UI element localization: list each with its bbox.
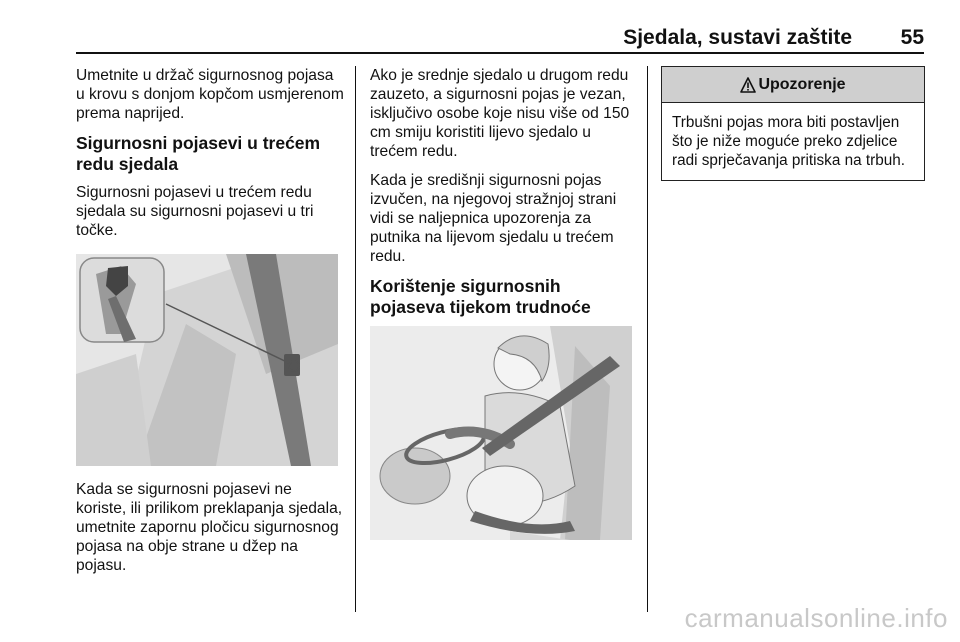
section-title: Sjedala, sustavi zaštite: [623, 26, 852, 49]
warning-header: [662, 67, 924, 103]
column-left: [76, 66, 344, 585]
page-header: [76, 26, 924, 54]
intro-paragraph: Umetnite u držač sigurnosnog pojasa u krovu s donjom kopčom usmjerenom prema naprijed.: [76, 67, 344, 122]
warning-box: [661, 66, 925, 181]
stowing-paragraph: Kada se sigurnosni pojasevi ne koriste, ili prilikom preklapanja sjedala, umetnite zapornu pločicu sigurnosnog pojasa na obje strane u džep na pojasu.: [76, 481, 343, 574]
pregnancy-seatbelt-illustration: [370, 326, 632, 540]
warning-text: Trbušni pojas mora biti postavljen što je niže moguće preko zdjelice radi sprječavanja pritiska na trbuh.: [672, 114, 905, 169]
pregnancy-heading: Korištenje sigurnosnih pojaseva tijekom trudnoće: [370, 276, 591, 317]
column-middle: [370, 66, 638, 540]
warning-triangle-icon: [740, 77, 756, 93]
warning-title: Upozorenje: [758, 75, 846, 93]
third-row-heading: Sigurnosni pojasevi u trećem redu sjedala: [76, 133, 321, 174]
column-divider-1: [355, 66, 356, 612]
warning-label-paragraph: Kada je središnji sigurnosni pojas izvučen, na njegovoj stražnjoj strani vidi se naljepnica upozorenja za putnika na lijevom sjedalu u trećem redu.: [370, 172, 617, 265]
middle-seat-paragraph: Ako je srednje sjedalo u drugom redu zauzeto, a sigurnosni pojas je vezan, isključivo osobe koje nisu više od 150 cm smiju koristiti lijevo sjedalo u trećem redu.: [370, 67, 630, 160]
watermark: carmanualsonline.info: [684, 603, 948, 633]
page-number: 55: [900, 26, 924, 49]
column-divider-2: [647, 66, 648, 612]
third-row-seatbelt-illustration: [76, 254, 338, 466]
header-rule: [76, 52, 924, 54]
third-row-paragraph: Sigurnosni pojasevi u trećem redu sjedala su sigurnosni pojasevi u tri točke.: [76, 184, 314, 239]
